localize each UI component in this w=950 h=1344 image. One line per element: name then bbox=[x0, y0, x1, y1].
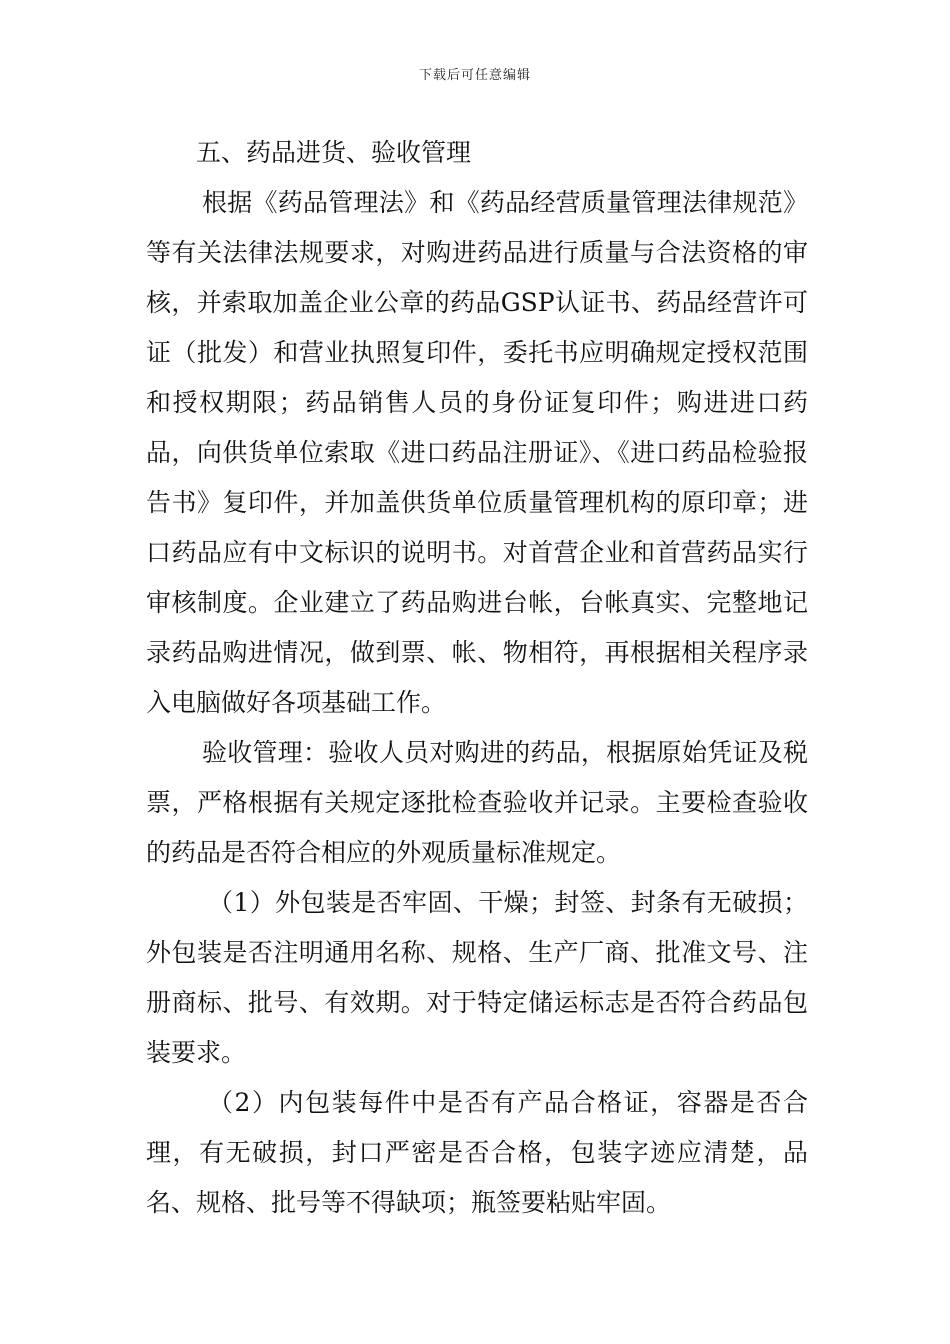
paragraph-inner-packaging: （2）内包装每件中是否有产品合格证，容器是否合理，有无破损，封口严密是否合格，包装字迹应清楚，品名、规格、批号等不得缺项；瓶签要粘贴牢固。 bbox=[146, 1088, 808, 1217]
header-note: 下载后可任意编辑 bbox=[418, 68, 531, 83]
paragraph-acceptance: 验收管理：验收人员对购进的药品，根据原始凭证及税票，严格根据有关规定逐批检查验收并记录。主要检查验收的药品是否符合相应的外观质量标准规定。 bbox=[146, 738, 808, 867]
document-body bbox=[146, 128, 808, 1228]
paragraph-outer-packaging: （1）外包装是否牢固、干燥；封签、封条有无破损；外包装是否注明通用名称、规格、生产厂商、批准文号、注册商标、批号、有效期。对于特定储运标志是否符合药品包装要求。 bbox=[146, 888, 808, 1067]
paragraph-procurement: 根据《药品管理法》和《药品经营质量管理法律规范》等有关法律法规要求，对购进药品进行质量与合法资格的审核，并索取加盖企业公章的药品GSP认证书、药品经营许可证（批发）和营业执照复印件，委托书应明确规定授权范围和授权期限；药品销售人员的身份证复印件；购进进口药品，向供货单位索取《进口药品注册证》、《进口药品检验报告书》复印件，并加盖供货单位质量管理机构的原印章；进口药品应有中文标识的说明书。对首营企业和首营药品实行审核制度。企业建立了药品购进台帐，台帐真实、完整地记录药品购进情况，做到票、帐、物相符，再根据相关程序录入电脑做好各项基础工作。 bbox=[146, 188, 808, 717]
section-title: 五、药品进货、验收管理 bbox=[196, 138, 472, 167]
